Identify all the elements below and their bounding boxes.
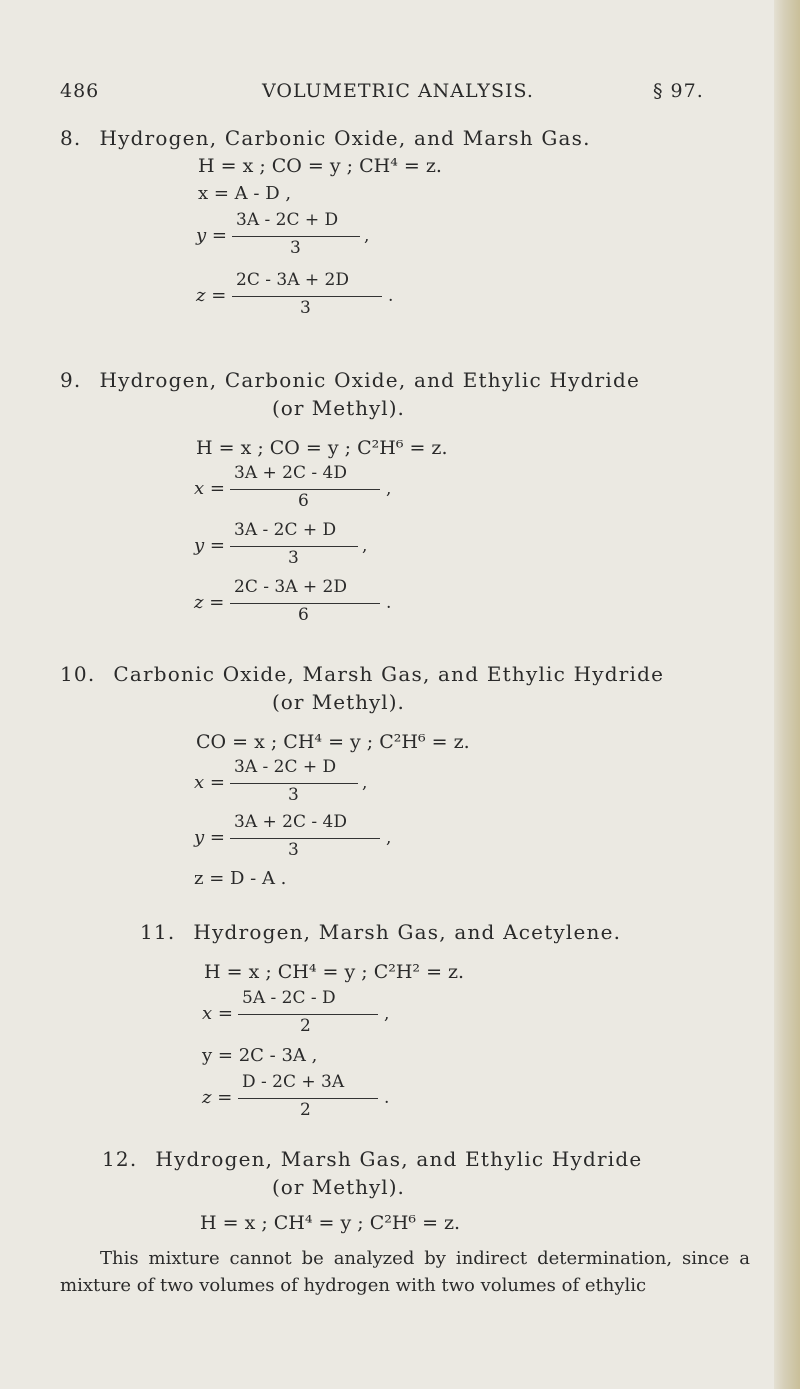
item-8-z-fraction: z = 2C - 3A + 2D 3 . bbox=[196, 270, 394, 318]
page-header bbox=[0, 80, 800, 110]
section-mark: § 97. bbox=[653, 80, 704, 102]
item-9-subtitle: (or Methyl). bbox=[272, 396, 405, 420]
running-title: VOLUMETRIC ANALYSIS. bbox=[262, 80, 534, 102]
item-8-title: 8. Hydrogen, Carbonic Oxide, and Marsh Gas. bbox=[60, 126, 591, 150]
closing-paragraph: This mixture cannot be analyzed by indirect determination, since a mixture of two volumes of hydrogen with two volumes of ethylic bbox=[60, 1248, 750, 1296]
item-11-x-fraction: x = 5A - 2C - D 2 , bbox=[202, 988, 390, 1036]
item-10-x-fraction: x = 3A - 2C + D 3 , bbox=[194, 757, 368, 805]
item-8-definitions: H = x ; CO = y ; CH⁴ = z. bbox=[198, 155, 442, 177]
item-11-definitions: H = x ; CH⁴ = y ; C²H² = z. bbox=[204, 961, 465, 983]
item-9-z-fraction: z = 2C - 3A + 2D 6 . bbox=[194, 577, 392, 625]
item-8-x-equation: x = A - D , bbox=[198, 183, 292, 204]
item-11-title: 11. Hydrogen, Marsh Gas, and Acetylene. bbox=[140, 920, 622, 944]
item-11-y-equation: y = 2C - 3A , bbox=[202, 1045, 318, 1066]
item-9-title: 9. Hydrogen, Carbonic Oxide, and Ethylic Hydride bbox=[60, 368, 641, 392]
item-9-x-fraction: x = 3A + 2C - 4D 6 , bbox=[194, 463, 392, 511]
item-12-title: 12. Hydrogen, Marsh Gas, and Ethylic Hydride bbox=[102, 1147, 643, 1171]
item-8-y-fraction: y = 3A - 2C + D 3 , bbox=[196, 210, 370, 258]
item-11-z-fraction: z = D - 2C + 3A 2 . bbox=[202, 1072, 390, 1120]
item-9-definitions: H = x ; CO = y ; C²H⁶ = z. bbox=[196, 437, 448, 459]
page-number: 486 bbox=[60, 80, 100, 102]
item-12-definitions: H = x ; CH⁴ = y ; C²H⁶ = z. bbox=[200, 1212, 461, 1234]
item-10-definitions: CO = x ; CH⁴ = y ; C²H⁶ = z. bbox=[196, 731, 470, 753]
item-9-y-fraction: y = 3A - 2C + D 3 , bbox=[194, 520, 368, 568]
item-10-title: 10. Carbonic Oxide, Marsh Gas, and Ethylic Hydride bbox=[60, 662, 665, 686]
page-edge-shadow bbox=[774, 0, 800, 1389]
item-10-z-equation: z = D - A . bbox=[194, 868, 287, 889]
item-10-y-fraction: y = 3A + 2C - 4D 3 , bbox=[194, 812, 392, 860]
item-12-subtitle: (or Methyl). bbox=[272, 1175, 405, 1199]
item-10-subtitle: (or Methyl). bbox=[272, 690, 405, 714]
